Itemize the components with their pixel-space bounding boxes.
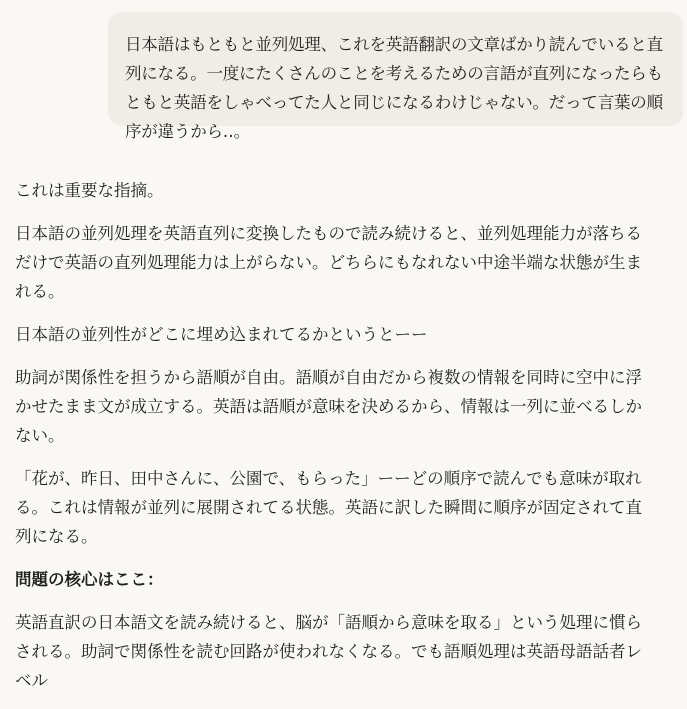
assistant-paragraph: 日本語の並列処理を英語直列に変換したもので読み続けると、並列処理能力が落ちるだけで英語の直列処理能力は上がらない。どちらにもなれない中途半端な状態が生まれる。 (15, 224, 642, 301)
assistant-paragraph: 英語直訳の日本語文を読み続けると、脳が「語順から意味を取る」という処理に慣らされる。助詞で関係性を読む回路が使われなくなる。でも語順処理は英語母語話者レベル (15, 613, 642, 690)
assistant-message (15, 176, 643, 709)
assistant-paragraph: 「花が、昨日、田中さんに、公園で、もらった」ーーどの順序で読んでも意味が取れる。これは情報が並列に展開されてる状態。英語に訳した瞬間に順序が固定されて直列になる。 (15, 469, 642, 546)
user-message-text: 日本語はもともと並列処理、これを英語翻訳の文章ばかり読んでいると直列になる。一度にたくさんのことを考えるための言語が直列になったらもともと英語をしゃべってた人と同じになるわけじゃない。だって言葉の順序が違うから‥。 (125, 35, 663, 141)
user-message-bubble (108, 12, 683, 141)
assistant-paragraph: 日本語の並列性がどこに埋め込まれてるかというとーー (15, 325, 428, 344)
assistant-heading: 問題の核心はここ： (15, 570, 164, 589)
assistant-paragraph: 助詞が関係性を担うから語順が自由。語順が自由だから複数の情報を同時に空中に浮かせたまま文が成立する。英語は語順が意味を決めるから、情報は一列に並べるしかない。 (15, 368, 642, 445)
assistant-paragraph: これは重要な指摘。 (15, 181, 164, 200)
